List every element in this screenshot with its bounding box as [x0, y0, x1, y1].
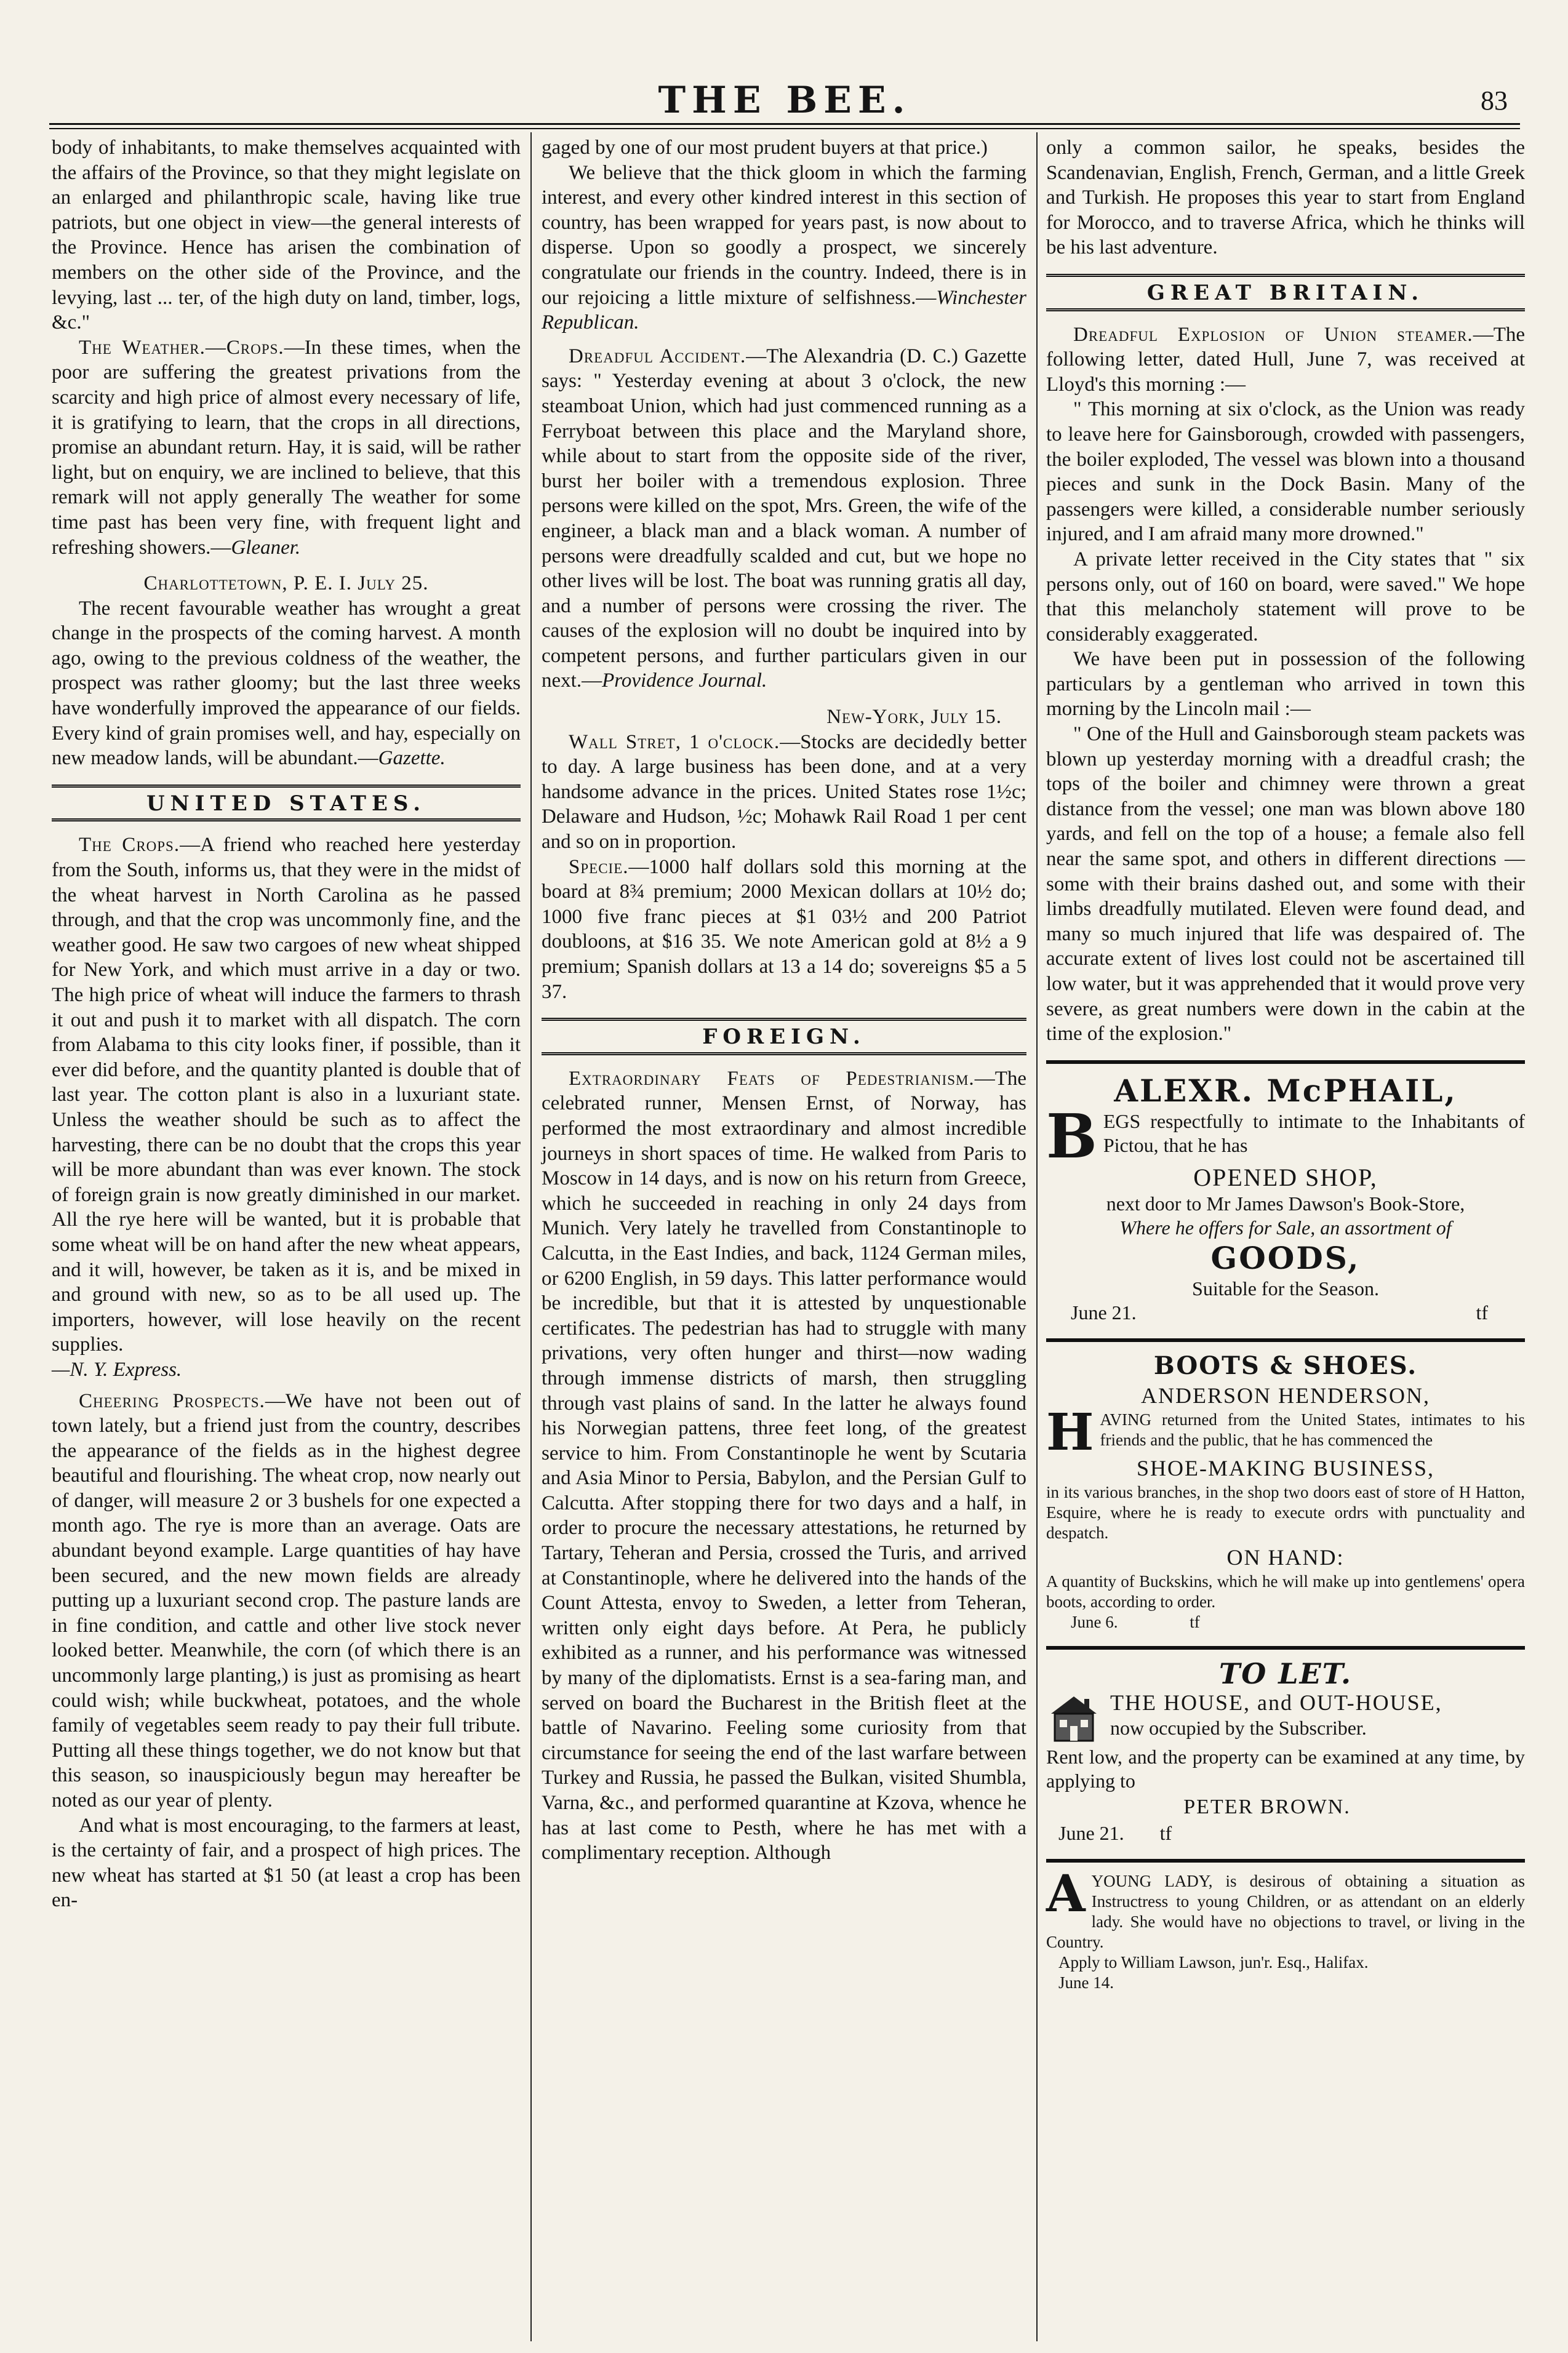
ad-date: June 14.: [1058, 1973, 1114, 1992]
ad-date: June 6.: [1071, 1612, 1118, 1631]
ad-line1: THE HOUSE, and OUT-HOUSE,: [1110, 1690, 1442, 1715]
article-body: —A friend who reached here yesterday from the South, informs us, that they were in the midst of the wheat harvest in North Carolina as he passed through, and that the crop was uncommonly fine, and the weather good. He saw two cargoes of new wheat shipped for New York, and which must arrive in a day or two. The high price of wheat will induce the farmers to thrash it out and push it to market with all dispatch. The corn from Alabama to this city looks finer, if possible, than it ever did before, and the quantity planted is double that of last year. The cotton plant is also in a luxuriant state. Unless the weather should be such as to affect the harvesting, there can be no doubt that the crops this year will be more abundant than was ever known. The stock of foreign grain is now greatly diminished in our market. All the rye here will be wanted, but it is probable that some wheat will be on hand after the new wheat appears, and it will, however, be taken as it is, and be mixed in and ground with new, so as to be all used up. The importers, however, will lose heavily on the recent supplies.: [52, 834, 521, 1356]
ad-date: June 21.: [1058, 1821, 1124, 1844]
article-source: Winchester Republican.: [542, 286, 1026, 334]
ad-tf: tf: [1190, 1612, 1200, 1631]
article-paragraph: " One of the Hull and Gainsborough steam packets was blown up yesterday morning with a dreadful crash; the tops of the boiler and chimney were thrown a great distance from the vessel; one man was blown above 180 yards, and fell on the top of a house; a female also fell near the same spot, and others in different directions — some with their brains dashed out, and some with their limbs dreadfully mutilated. Eleven were found dead, and many so much injured that life was despaired of. The accurate extent of lives lost could not be ascertained till low water, but it was apprehended that it would prove very severe, as great numbers were down in the cabin at the time of the explosion.": [1046, 723, 1525, 1045]
ad-quantity: A quantity of Buckskins, which he will make up into gentlemens' opera boots, according to order.: [1046, 1572, 1525, 1611]
article-source: Providence Journal.: [602, 669, 767, 692]
ad-divider: [1046, 1060, 1525, 1064]
article-source: —N. Y. Express.: [52, 1358, 182, 1381]
article-paragraph: And what is most encouraging, to the farmers at least, is the certainty of fair, and a prospect of high prices. The new wheat has started at $1 50 (at least a crop has been en-: [52, 1814, 521, 1912]
dateline: Charlottetown, P. E. I. July 25.: [143, 572, 429, 595]
ad-tf: tf: [1476, 1301, 1488, 1324]
ad-on-hand: ON HAND:: [1226, 1544, 1345, 1570]
newspaper-title: THE BEE.: [658, 79, 911, 122]
article-paragraph: gaged by one of our most prudent buyers at that price.): [542, 137, 988, 159]
advertisement-young-lady: [1046, 1864, 1525, 1993]
ad-location: next door to Mr James Dawson's Book-Store,: [1106, 1192, 1465, 1215]
section-heading-united-states: UNITED STATES.: [52, 785, 521, 822]
column-1: [52, 135, 521, 1913]
ad-name: ANDERSON HENDERSON,: [1140, 1383, 1431, 1408]
article-dreadful-accident: [542, 344, 1026, 693]
section-heading-foreign: FOREIGN.: [542, 1018, 1026, 1055]
article-paragraph: " This morning at six o'clock, as the Union was ready to leave here for Gainsborough, crowded with passengers, the boiler exploded, The vessel was blown into a thousand pieces and sunk in the Dock Basin. Many of the passengers were killed, a considerable number seriously injured, and I am afraid many more drowned.": [1046, 398, 1525, 546]
article-union-explosion: [1046, 322, 1525, 397]
article-cheering-prospects: [52, 1389, 521, 1813]
article-source: Gazette.: [378, 747, 446, 770]
article-heading: Extraordinary Feats of Pedestrianism.: [569, 1067, 975, 1090]
ad-date-row: [1046, 1612, 1525, 1632]
house-icon: [1046, 1693, 1102, 1743]
ad-divider: [1046, 1338, 1525, 1342]
ad-text: EGS respectfully to intimate to the Inhabitants of Pictou, that he has: [1103, 1109, 1525, 1156]
article-specie: [542, 855, 1026, 1005]
ad-title: ALEXR. McPHAIL,: [1114, 1072, 1457, 1109]
article-body: —In these times, when the poor are suffering the greatest privations from the scarcity and high price of almost every necessary of life, it is gratifying to learn, that the crops in all directions, promise an abundant return. Hay, it is said, will be rather light, but on enquiry, we are inclined to believe, that this remark will not apply generally The weather for some time past has been very fine, with frequent light and refreshing showers.—: [52, 336, 521, 559]
ad-heading: BOOTS & SHOES.: [1153, 1351, 1418, 1380]
ad-business: SHOE-MAKING BUSINESS,: [1136, 1455, 1435, 1480]
article-pedestrianism: [542, 1066, 1026, 1866]
article-heading: Specie.: [569, 855, 629, 878]
column-divider-1: [530, 132, 532, 2341]
article-source: Gleaner.: [231, 536, 301, 559]
article-heading: Dreadful Explosion of Union steamer.: [1073, 323, 1473, 346]
masthead: [49, 74, 1520, 123]
ad-date: June 21.: [1071, 1301, 1137, 1324]
ad-body: [1046, 1402, 1525, 1462]
dateline: New-York, July 15.: [826, 706, 1002, 729]
ad-detail: in its various branches, in the shop two doors east of store of H Hatton, Esquire, where he is ready to execute ordrs with punctuality and despatch.: [1046, 1482, 1525, 1542]
column-3: [1046, 135, 1525, 1993]
article-heading: The Weather.—Crops.: [79, 336, 284, 359]
ad-suitable: Suitable for the Season.: [1192, 1277, 1379, 1300]
drop-cap: H: [1046, 1402, 1094, 1462]
article-heading: Wall Stret, 1 o'clock.: [569, 730, 780, 753]
ad-text: YOUNG LADY, is desirous of obtaining a situation as Instructress to young Children, or as attendant on an elderly lady. She would have no objections to travel, or living in the Country.: [1046, 1871, 1525, 1951]
article-paragraph: only a common sailor, he speaks, besides the Scandenavian, English, French, German, and a little Greek and Turkish. He proposes this year to start from England for Morocco, and to traverse Africa, which he thinks will be his last adventure.: [1046, 137, 1525, 259]
article-harvest: [52, 596, 521, 771]
ad-opened-shop: OPENED SHOP,: [1193, 1163, 1378, 1191]
article-the-crops: [52, 833, 521, 1357]
article-paragraph: We have been put in possession of the following particulars by a gentleman who arrived in town this morning by the Lincoln mail :—: [1046, 648, 1525, 721]
ad-tf: tf: [1159, 1821, 1172, 1844]
page-number: 83: [1481, 86, 1508, 116]
article-wall-street: [542, 730, 1026, 855]
article-body: —We have not been out of town lately, but a friend just from the country, describes the appearance of the fields as in the highest degree beautiful and flourishing. The wheat crop, now nearly out of danger, will measure 2 or 3 bushels for one expected a month ago. The rye is more than an average. Oats are abundant beyond example. Large quantities of hay have been secured, and the new mown fields are already putting up a luxuriant second crop. The pasture lands are in fine condition, and cattle and other live stock never looked better. Meanwhile, the corn (of which there is an uncommonly large planting,) is just as promising as heart could wish; while buckwheat, potatoes, and the whole family of vegetables seem ready to pay their full tribute. Putting all these things together, we do not know but that this season, so inauspiciously begun may hereafter be noted as our year of plenty.: [52, 1389, 521, 1812]
article-heading: Dreadful Accident.: [569, 345, 746, 367]
column-divider-2: [1036, 132, 1038, 2341]
article-paragraph: A private letter received in the City states that " six persons only, out of 160 on board, were saved." We hope that this melancholy statement will prove to be considerably exaggerated.: [1046, 548, 1525, 645]
ad-text: Rent low, and the property can be examined at any time, by applying to: [1046, 1745, 1525, 1792]
advertisement-mcphail: [1046, 1073, 1525, 1325]
article-body: —The following letter, dated Hull, June 7, was received at Lloyd's this morning :—: [1046, 323, 1525, 396]
article-body: We believe that the thick gloom in which the farming interest, and every other kindred interest in this section of country, has been wrapped for years past, is now about to disperse. Upon so goodly a prospect, we sincerely congratulate our friends in the country. Indeed, there is in our rejoicing a little mixture of selfishness.—: [542, 161, 1026, 309]
drop-cap: B: [1046, 1101, 1097, 1172]
article-body: —The Alexandria (D. C.) Gazette says: " Yesterday evening at about 3 o'clock, the new steamboat Union, which had just commenced running as a Ferryboat between this place and the Maryland shore, while about to start from the opposite side of the river, burst her boiler with a tremendous explosion. Three persons were killed on the spot, Mrs. Green, the wife of the engineer, a black man and a black woman. A number of persons were dreadfully scalded and cut, but we hope no other lives will be lost. The boat was running gratis all day, and a number of persons were crossing the river. The causes of the explosion will no doubt be inquired into by competent persons, and further particulars given in our next.—: [542, 345, 1026, 692]
article-paragraph: body of inhabitants, to make themselves acquainted with the affairs of the Province, so that they might legislate on an enlarged and philanthropic scale, having like true patriots, but one object in view—the general interests of the Province. Hence has arisen the combination of members on the other side of the Province, and the levying, last ... ter, of the high duty on land, timber, logs, &c.": [52, 137, 521, 334]
ad-date-row: [1046, 1821, 1525, 1845]
ad-divider: [1046, 1859, 1525, 1863]
article-body: —1000 half dollars sold this morning at the board at 8¾ premium; 2000 Mexican dollars at 10½ do; 1000 five franc pieces at $1 03½ and 200 Patriot doubloons, at $16 35. We note American gold at 8½ a 9 premium; Spanish dollars at 13 a 14 do; sovereigns $5 a 5 37.: [542, 855, 1026, 1003]
article-body: —Stocks are decidedly better to day. A large business has been done, and at a very handsome advance in the prices. United States rose 1½c; Delaware and Hudson, ½c; Mohawk Rail Road 1 per cent and so on in proportion.: [542, 730, 1026, 853]
article-body: The recent favourable weather has wrought a great change in the prospects of the coming harvest. A month ago, owing to the previous coldness of the weather, the prospect was rather gloomy; but the last three weeks have wonderfully improved the appearance of our fields. Every kind of grain promises well, and hay, especially on new meadow lands, will be abundant.—: [52, 597, 521, 770]
advertisement-to-let: [1046, 1658, 1525, 1845]
ad-goods: GOODS,: [1210, 1239, 1361, 1276]
ad-date-row: [1046, 1301, 1525, 1325]
ad-apply: Apply to William Lawson, jun'r. Esq., Halifax.: [1058, 1952, 1369, 1971]
advertisement-boots-shoes: [1046, 1351, 1525, 1632]
column-2: [542, 135, 1026, 1866]
masthead-rule: [49, 123, 1520, 129]
article-farming-interest: [542, 161, 1026, 335]
ad-text: AVING returned from the United States, intimates to his friends and the public, that he has commenced the: [1100, 1410, 1525, 1449]
ad-name: PETER BROWN.: [1183, 1795, 1351, 1818]
section-heading-great-britain: GREAT BRITAIN.: [1046, 274, 1525, 311]
article-heading: Cheering Prospects.: [79, 1389, 265, 1412]
ad-offer: Where he offers for Sale, an assortment of: [1119, 1216, 1452, 1239]
ad-line2: now occupied by the Subscriber.: [1110, 1716, 1367, 1739]
ad-heading: TO LET.: [1218, 1656, 1353, 1690]
article-weather-crops: [52, 335, 521, 560]
article-heading: The Crops.: [79, 834, 180, 857]
drop-cap: A: [1046, 1864, 1086, 1924]
ad-divider: [1046, 1646, 1525, 1650]
ad-body: [1046, 1864, 1525, 1952]
ad-body: [1046, 1101, 1525, 1172]
article-body: —The celebrated runner, Mensen Ernst, of Norway, has performed the most extraordinary and almost incredible journeys in short spaces of time. He walked from Paris to Moscow in 14 days, and is now on his return from Greece, which he succeeded in reaching in only 24 days from Munich. Very lately he travelled from Constantinople to Calcutta, in the East Indies, and back, 1124 German miles, or 6200 English, in 59 days. This latter performance would be incredible, but that it is attested by unquestionable certificates. The pedestrian has had to struggle with many privations, very often hunger and thirst—now wading through immense districts of marsh, then struggling through vast plains of sand. In the latter he always found his Norwegian pattens, three feet long, of the greatest service to him. From Constantinople he went by Scutaria and Asia Minor to Persia, Babylon, and the Persian Gulf to Calcutta. After stopping there for two days and a half, in order to procure the necessary attestations, he returned by Tartary, Teheran and Persia, crossed the Turis, and arrived at Constantinople, where he delivered into the hands of the Count Attesta, envoy to Sweden, a letter from Teheran, written only eight days before. At Pera, he publicly exhibited as a runner, and his performance was witnessed by many of the diplomatists. Ernst is a sea-faring man, and served on board the Bucharest in the British fleet at the battle of Navarino. Feeling some curiosity from that circumstance for seeing the end of the last warfare between Turkey and Russia, he passed the Bulkan, visited Shumbla, Varna, &c., and performed quarantine at Kzova, whence he has at last come to Pesth, where he has met with a complimentary reception. Although: [542, 1067, 1026, 1864]
